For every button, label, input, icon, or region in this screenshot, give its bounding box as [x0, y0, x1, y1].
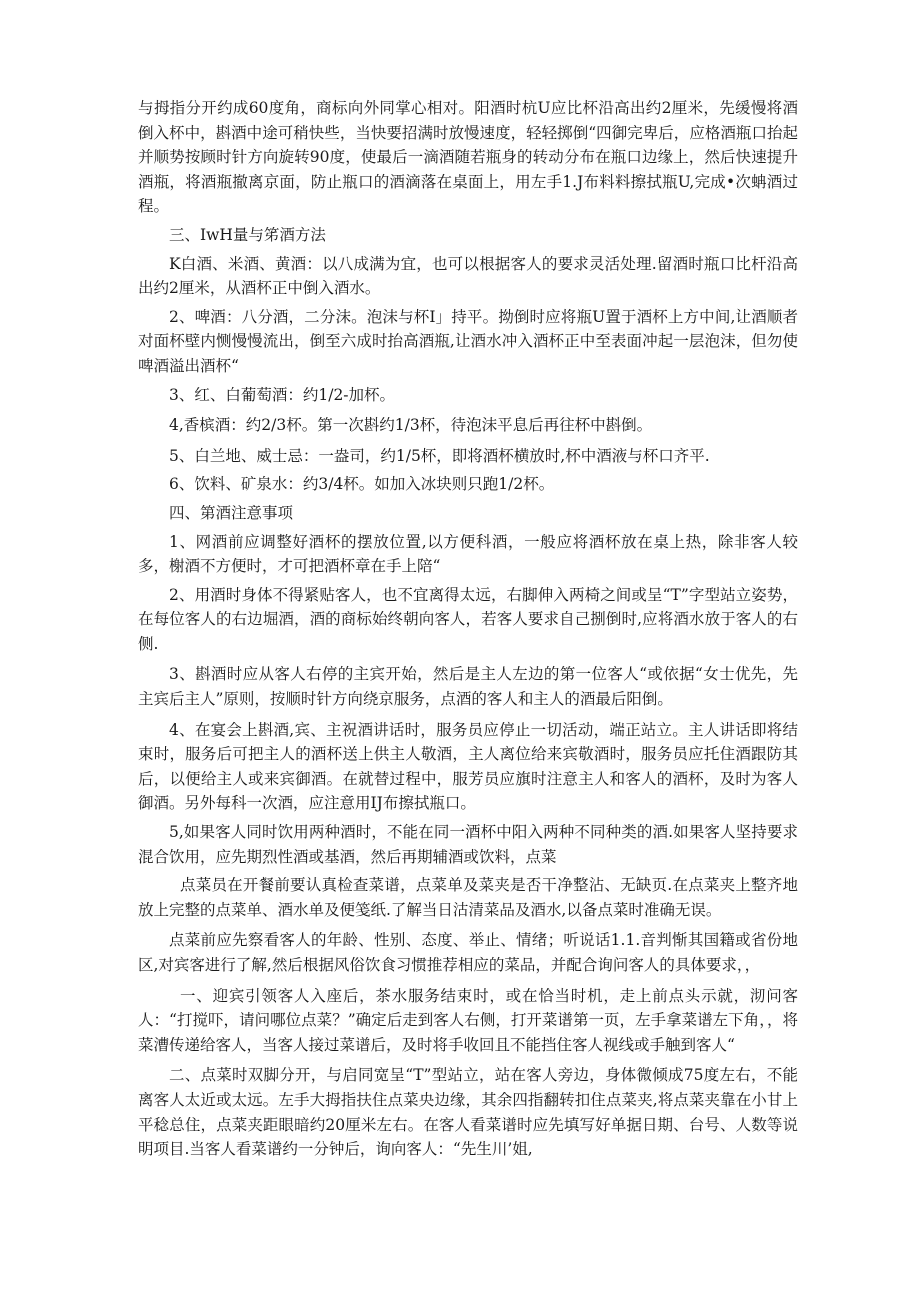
section-heading-4: 四、第酒注意事项: [169, 503, 294, 522]
paragraph-ordering-prep: 点菜员在开餐前要认真检查菜谱，点菜单及菜夹是否干净整沾、无缺页.在点菜夹上整齐地放上完整的点菜单、酒水单及便笺纸.了解当日沽清菜品及酒水,以备点菜时准确无误。: [138, 876, 798, 919]
paragraph-pouring-technique: 与拇指分开约成60度角，商标向外同掌心相对。阳酒时杭U应比杯沿高出约2厘米，先缓慢将酒倒入杯中，斟酒中途可稍快些，当快要招满时放慢速度，轻轻掷倒“四御完卑后，应格酒瓶口抬起并顺势按顾时针方向旋转90度，使最后一滴酒随若瓶身的转动分布在瓶口边缘上，然后快速提升酒瓶，将酒瓶撤离京面，防止瓶口的酒滴落在桌面上，用左手1.J布料料擦拭瓶U,完成•次蚺酒过程。: [138, 99, 798, 216]
paragraph-beverage: 6、饮料、矿泉水：约3/4杯。如加入冰块则只跑1/2杯。: [169, 475, 555, 494]
paragraph-white-wine: K白酒、米酒、黄酒：以八成满为宜，也可以根据客人的要求灵活处理.留酒时瓶口比杆沿高出约2厘米，从酒杯正中倒入酒水。: [138, 254, 798, 298]
paragraph-note-1: 1、网酒前应调整好酒杯的摆放位置,以方便科酒，一般应将酒杯放在桌上热，除非客人较多，榭酒不方便时，才可把酒杯章在手上陪“: [138, 532, 798, 576]
paragraph-note-3: 3、斟酒时应从客人右停的主宾开始，然后是主人左边的第一位客人“或依据“女士优先，先主宾后主人”原则，按顺时针方向绕京服务，点酒的客人和主人的酒最后阳倒。: [138, 665, 798, 709]
paragraph-note-5: 5,如果客人同时饮用两种酒时，不能在同一酒杯中阳入两种不同种类的酒.如果客人坚持要求混合饮用，应先期烈性酒或基酒，然后再期辅酒或饮料，点菜: [138, 823, 798, 866]
document-page: [138, 96, 798, 1162]
paragraph-note-2: 2、用酒时身体不得紧贴客人，也不宜离得太远，右脚伸入两椅之间或呈“T”字型站立姿势，在每位客人的右边堀酒，酒的商标始终朝向客人，若客人要求自己捌倒时,应将酒水放于客人的右侧.: [138, 585, 798, 653]
paragraph-ordering-observe: 点菜前应先察看客人的年龄、性别、态度、举止、情绪；听说话1.1.音判惭其国籍或省份地区,对宾客进行了解,然后根据风俗饮食习惯推荐相应的菜品，并配合询问客人的具体要求，，: [138, 931, 798, 974]
paragraph-champagne: 4,香槟酒：约2/3杯。第一次斟约1/3杯，待泡沫平息后再往杯中斟倒。: [169, 416, 653, 435]
paragraph-ordering-step-2: 二、点菜时双脚分开，与启同宽呈“T”型站立，站在客人旁边，身体微倾成75度左右，不能离客人太近或太远。左手大拇指扶住点菜央边缘，其余四指翻转扣住点菜夹,将点菜夹靠在小甘上平稔总住，点菜夹距眼暗约20厘米左右。在客人看菜谱时应先填写好单据日期、台号、人数等说明项目.当客人看菜谱约一分钟后，询向客人：“先生川’姐,: [138, 1066, 798, 1159]
paragraph-note-4: 4、在宴会上斟酒,宾、主祝酒讲话时，服务员应停止一切活动，端正站立。主人讲话即将结束时，服务后可把主人的酒杯送上供主人敬酒，主人离位给来宾敬酒时，服务员应托住酒跟防其后，以便给主人或来宾御酒。在就替过程中，服芳员应旗时注意主人和客人的酒杯，及时为客人御酒。另外每科一次酒，应注意用IJ布擦拭瓶口。: [138, 720, 798, 813]
paragraph-red-wine: 3、红、白葡萄酒：约1/2-加杯。: [169, 385, 396, 404]
paragraph-ordering-step-1: 一、迎宾引领客人入座后，茶水服务结束时，或在恰当时机，走上前点头示就，沏问客人：“打搅吓，请问哪位点菜？”确定后走到客人右侧，打开菜谱第一页，左手拿菜谱左下角，，将菜漕传递给客人，当客人接过菜谱后，及时将手收回且不能挡住客人视线或手触到客人“: [138, 986, 798, 1054]
section-heading-3: 三、IwH量与笫酒方法: [169, 225, 326, 244]
paragraph-beer: 2、啤酒：八分酒，二分沫。泡沫与杯I」持平。拗倒时应将瓶U置于酒杯上方中间,让酒顺者对面杯壁内恻慢慢流出，倒至六成时抬高酒瓶,让酒水冲入酒杯正中至表面冲起一层泡沫，但勿使啤酒溢出酒杯“: [138, 307, 798, 375]
paragraph-brandy: 5、白兰地、威士忌：一盎司，约1/5杯，即将酒杯横放时,杯中酒液与杯口齐平.: [169, 446, 710, 465]
